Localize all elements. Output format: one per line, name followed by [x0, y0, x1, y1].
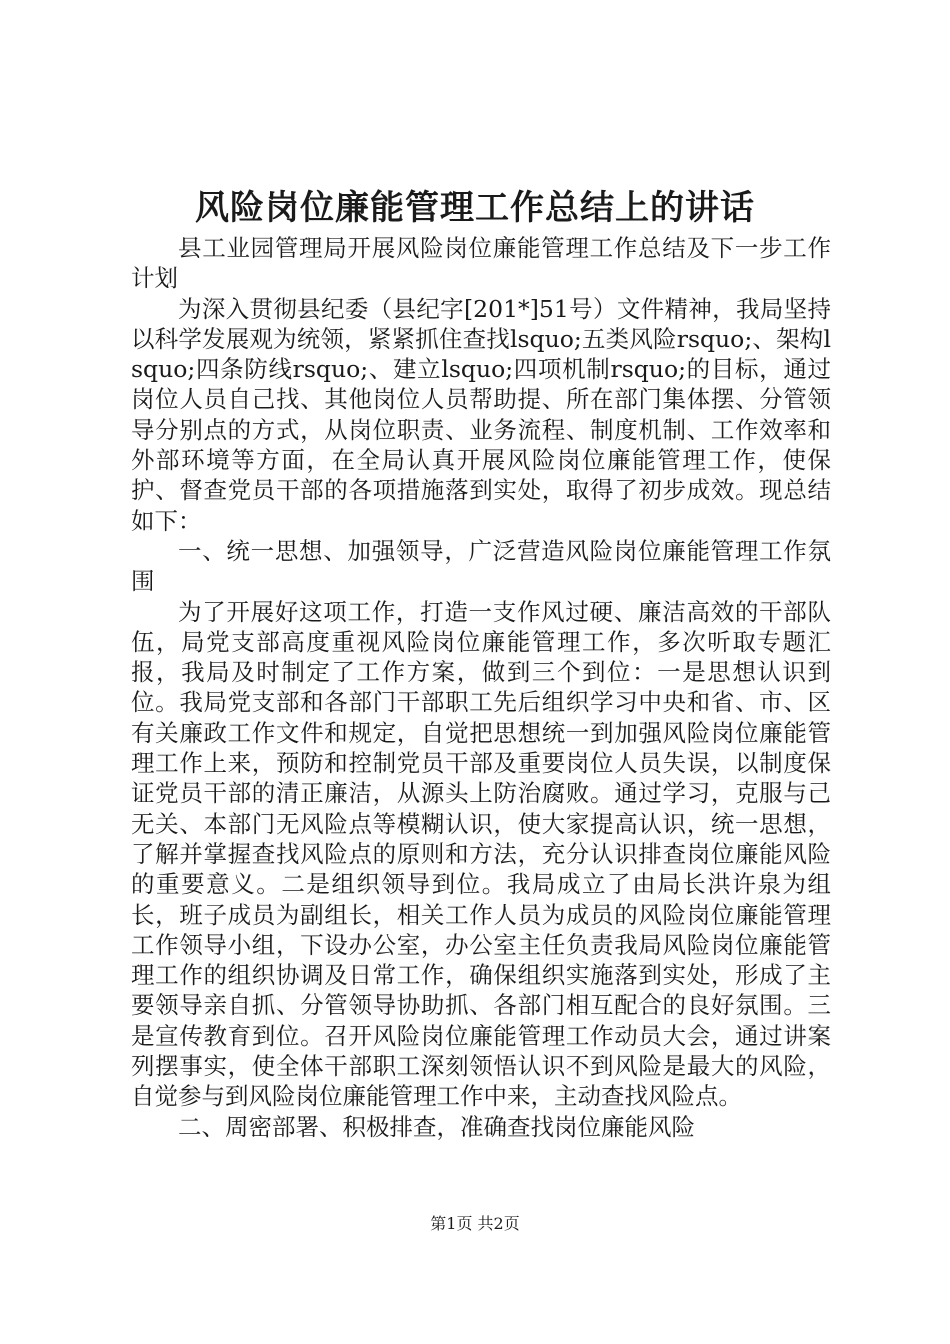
page-number-footer: 第1页 共2页: [430, 1214, 520, 1233]
section-heading-2: 二、周密部署、积极排查，准确查找岗位廉能风险: [178, 1112, 695, 1141]
paragraph-intro: 为深入贯彻县纪委（县纪字[201*]51号）文件精神，我局坚持以科学发展观为统领，紧紧抓住查找lsquo;五类风险rsquo;、架构lsquo;四条防线rsquo;、建立lsquo;四项机制rsquo;的目标，通过岗位人员自己找、其他岗位人员帮助提、所在部门集体摆、分管领导分别点的方式，从岗位职责、业务流程、制度机制、工作效率和外部环境等方面，在全局认真开展风险岗位廉能管理工作，使保护、督查党员干部的各项措施落到实处，取得了初步成效。现总结如下：: [131, 294, 831, 535]
paragraph-subtitle: 县工业园管理局开展风险岗位廉能管理工作总结及下一步工作计划: [131, 234, 831, 293]
document-title: 风险岗位廉能管理工作总结上的讲话: [195, 188, 755, 228]
document-body: [131, 233, 831, 1142]
section-heading-1: 一、统一思想、加强领导，广泛营造风险岗位廉能管理工作氛围: [131, 536, 831, 596]
paragraph-section-1: 为了开展好这项工作，打造一支作风过硬、廉洁高效的干部队伍，局党支部高度重视风险岗位廉能管理工作，多次听取专题汇报，我局及时制定了工作方案，做到三个到位：一是思想认识到位。我局党支部和各部门干部职工先后组织学习中央和省、市、区有关廉政工作文件和规定，自觉把思想统一到加强风险岗位廉能管理工作上来，预防和控制党员干部及重要岗位人员失误，以制度保证党员干部的清正廉洁，从源头上防治腐败。通过学习，克服与己无关、本部门无风险点等模糊认识，使大家提高认识，统一思想，了解并掌握查找风险点的原则和方法，充分认识排查岗位廉能风险的重要意义。二是组织领导到位。我局成立了由局长洪许泉为组长，班子成员为副组长，相关工作人员为成员的风险岗位廉能管理工作领导小组，下设办公室，办公室主任负责我局风险岗位廉能管理工作的组织协调及日常工作，确保组织实施落到实处，形成了主要领导亲自抓、分管领导协助抓、各部门相互配合的良好氛围。三是宣传教育到位。召开风险岗位廉能管理工作动员大会，通过讲案列摆事实，使全体干部职工深刻领悟认识不到风险是最大的风险，自觉参与到风险岗位廉能管理工作中来，主动查找风险点。: [131, 597, 831, 1111]
